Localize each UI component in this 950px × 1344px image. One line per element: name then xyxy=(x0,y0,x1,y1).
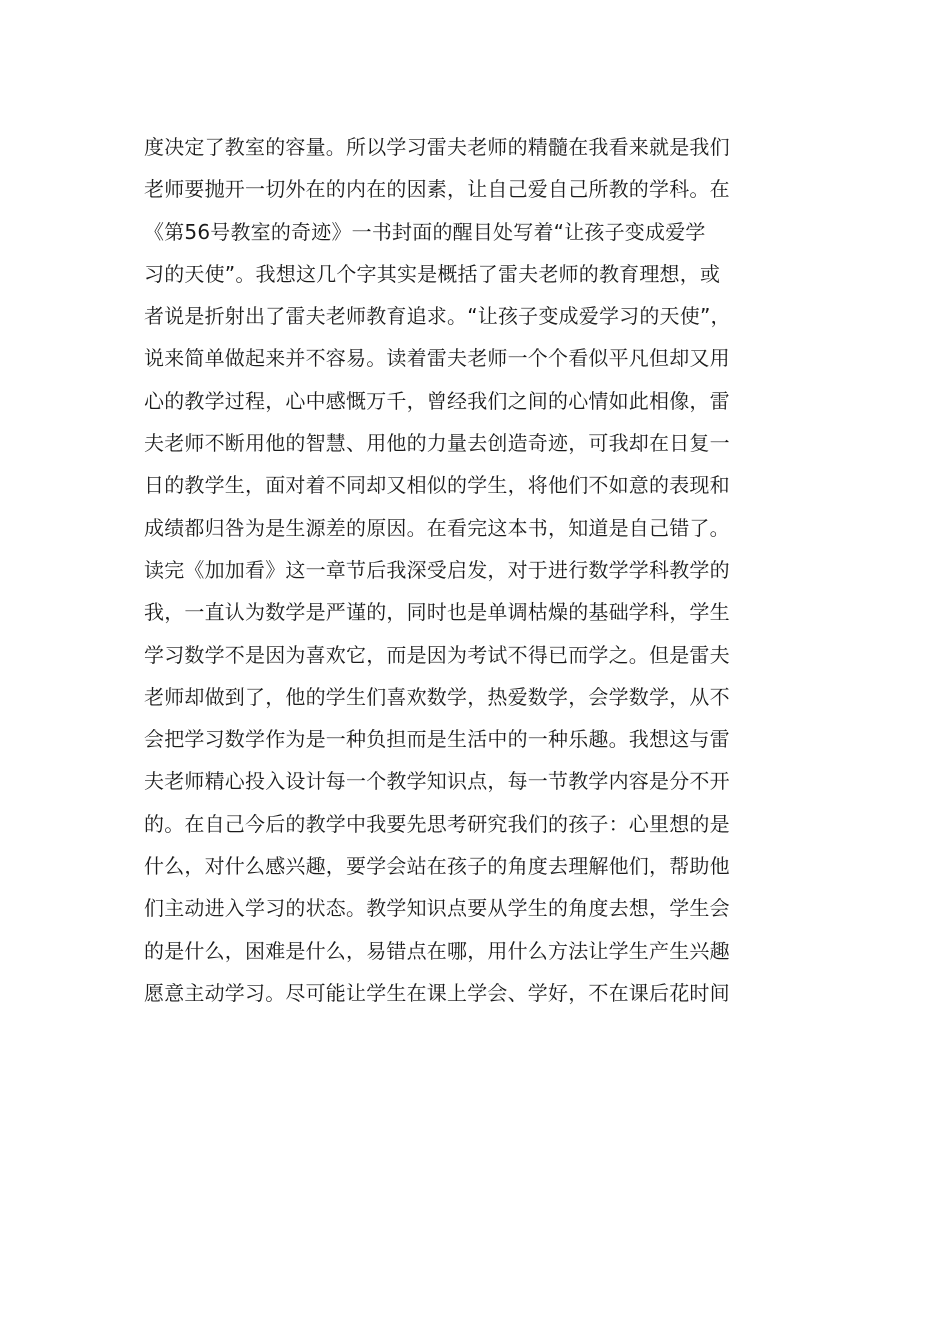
text-line: 夫老师不断用他的智慧、用他的力量去创造奇迹，可我却在日复一 xyxy=(144,431,730,456)
text-line: 老师要抛开一切外在的内在的因素，让自己爱自己所教的学科。在 xyxy=(144,177,730,202)
text-line: 什么，对什么感兴趣，要学会站在孩子的角度去理解他们，帮助他 xyxy=(144,854,730,879)
body-text xyxy=(144,126,804,1014)
text-line: 愿意主动学习。尽可能让学生在课上学会、学好，不在课后花时间 xyxy=(144,980,730,1005)
text-line: 夫老师精心投入设计每一个教学知识点，每一节教学内容是分不开 xyxy=(144,769,730,794)
text-line: 读完《加加看》这一章节后我深受启发，对于进行数学学科教学的 xyxy=(144,557,730,582)
text-line: 的。在自己今后的教学中我要先思考研究我们的孩子：心里想的是 xyxy=(144,811,730,836)
text-line: 们主动进入学习的状态。教学知识点要从学生的角度去想，学生会 xyxy=(144,896,730,921)
text-line: 心的教学过程，心中感慨万千，曾经我们之间的心情如此相像，雷 xyxy=(144,388,730,413)
text-line: 说来简单做起来并不容易。读着雷夫老师一个个看似平凡但却又用 xyxy=(144,346,730,371)
text-line: 的是什么，困难是什么，易错点在哪，用什么方法让学生产生兴趣 xyxy=(144,938,730,963)
text-line: 学习数学不是因为喜欢它，而是因为考试不得已而学之。但是雷夫 xyxy=(144,642,730,667)
text-line: 习的天使”。我想这几个字其实是概括了雷夫老师的教育理想，或 xyxy=(144,261,721,286)
text-line: 我，一直认为数学是严谨的，同时也是单调枯燥的基础学科，学生 xyxy=(144,600,730,625)
text-line: 成绩都归咎为是生源差的原因。在看完这本书，知道是自己错了。 xyxy=(144,515,730,540)
text-line: 老师却做到了，他的学生们喜欢数学，热爱数学，会学数学，从不 xyxy=(144,684,730,709)
text-line: 《第56号教室的奇迹》一书封面的醒目处写着“让孩子变成爱学 xyxy=(144,219,706,244)
text-line: 者说是折射出了雷夫老师教育追求。“让孩子变成爱学习的天使”， xyxy=(144,304,731,329)
text-line: 日的教学生，面对着不同却又相似的学生，将他们不如意的表现和 xyxy=(144,473,730,498)
text-line: 度决定了教室的容量。所以学习雷夫老师的精髓在我看来就是我们 xyxy=(144,135,730,159)
text-line: 会把学习数学作为是一种负担而是生活中的一种乐趣。我想这与雷 xyxy=(144,727,730,752)
